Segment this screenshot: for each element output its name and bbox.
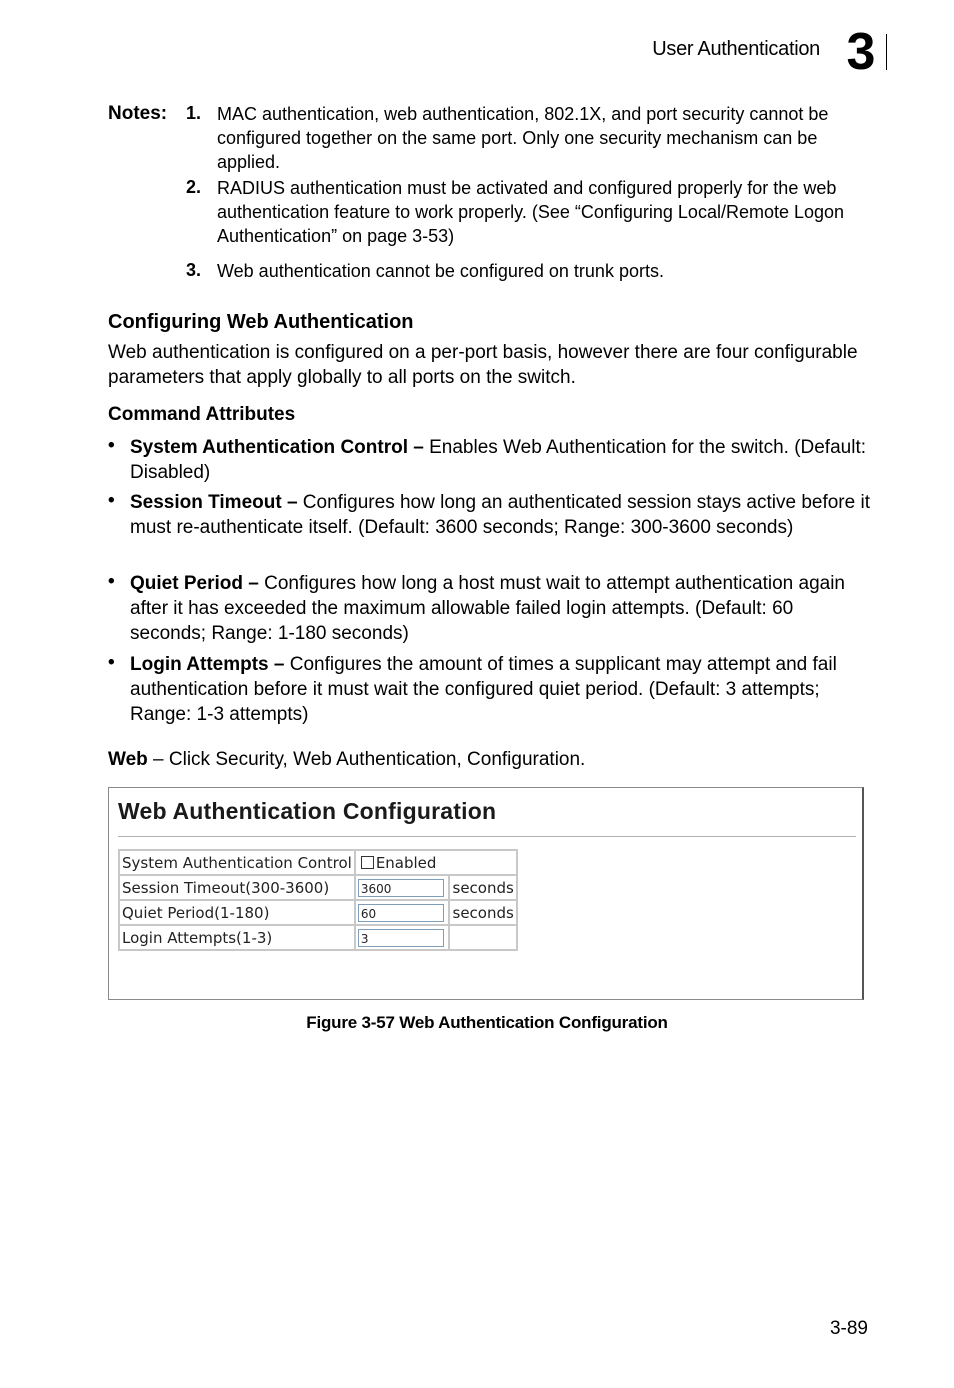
note-number-3: 3. [186, 260, 202, 280]
table-row [119, 900, 517, 925]
web-auth-config-screenshot [108, 787, 864, 1000]
bullet-marker: • [108, 652, 115, 673]
note-text-3: Web authentication cannot be configured on trunk ports. [217, 261, 664, 281]
table-row [119, 925, 517, 950]
attribute-system-auth-control [130, 435, 870, 485]
attribute-term: Quiet Period – [130, 573, 259, 594]
unit-label: seconds [449, 875, 517, 900]
enable-checkbox[interactable] [361, 856, 374, 869]
login-attempts-input[interactable]: 3 [358, 929, 444, 947]
running-header-title: User Authentication [652, 38, 820, 60]
web-instruction-text: – Click Security, Web Authentication, Configuration. [147, 749, 586, 770]
input-cell [355, 900, 449, 925]
attribute-desc: Configures how long a host must wait to attempt authentication again after it has exceeded the maximum allowable failed login attempts. (Default: 60 seconds; Range: 1-180 seconds) [130, 573, 845, 644]
row-label: Quiet Period(1-180) [119, 900, 355, 925]
section-title: Configuring Web Authentication [108, 311, 414, 333]
attribute-session-timeout [130, 490, 870, 540]
config-table [118, 849, 518, 951]
attribute-login-attempts [130, 652, 870, 727]
web-label: Web [108, 749, 148, 770]
row-label: System Authentication Control [119, 850, 355, 875]
command-attributes-title: Command Attributes [108, 404, 296, 425]
attribute-desc: Enables Web Authentication for the switch. (Default: Disabled) [130, 437, 866, 483]
title-rule [118, 836, 856, 837]
section-intro: Web authentication is configured on a per-port basis, however there are four configurable parameters that apply globally to all ports on the switch. [108, 342, 858, 388]
input-cell [355, 925, 449, 950]
note-text-2: RADIUS authentication must be activated and configured properly for the web authentication feature to work properly. (See “Configuring Local/Remote Logon Authentication” on page 3-53) [217, 178, 845, 246]
page-number: 3-89 [829, 1318, 868, 1339]
bullet-marker: • [108, 571, 115, 592]
figure-caption: Figure 3-57 Web Authentication Configuration [306, 1013, 668, 1032]
note-text-1: MAC authentication, web authentication, 802.1X, and port security cannot be configured together on the same port. Only one security mechanism can be applied. [217, 104, 829, 172]
row-label: Login Attempts(1-3) [119, 925, 355, 950]
table-row [119, 875, 517, 900]
attribute-desc: Configures how long an authenticated session stays active before it must re-authenticate itself. (Default: 3600 seconds; Range: 300-3600 seconds) [130, 492, 870, 538]
note-number-1: 1. [186, 103, 202, 123]
attribute-term: Login Attempts – [130, 654, 285, 675]
row-label: Session Timeout(300-3600) [119, 875, 355, 900]
enable-cell [355, 850, 517, 875]
notes-label: Notes: [108, 103, 168, 124]
note-number-2: 2. [186, 177, 202, 197]
attribute-term: System Authentication Control – [130, 437, 424, 458]
unit-label: seconds [449, 900, 517, 925]
config-page-title: Web Authentication Configuration [118, 798, 497, 824]
attribute-term: Session Timeout – [130, 492, 298, 513]
chapter-number: 3 [846, 23, 876, 81]
quiet-period-input[interactable]: 60 [358, 904, 444, 922]
table-row [119, 850, 517, 875]
chapter-divider [886, 34, 887, 70]
bullet-marker: • [108, 490, 115, 511]
web-instruction [108, 749, 585, 771]
session-timeout-input[interactable]: 3600 [358, 879, 444, 897]
input-cell [355, 875, 449, 900]
enable-checkbox-label: Enabled [375, 853, 437, 872]
unit-label [449, 925, 517, 950]
attribute-desc: Configures the amount of times a supplicant may attempt and fail authentication before it must wait the configured quiet period. (Default: 3 attempts; Range: 1-3 attempts) [130, 654, 837, 725]
bullet-marker: • [108, 435, 115, 456]
attribute-quiet-period [130, 571, 870, 646]
